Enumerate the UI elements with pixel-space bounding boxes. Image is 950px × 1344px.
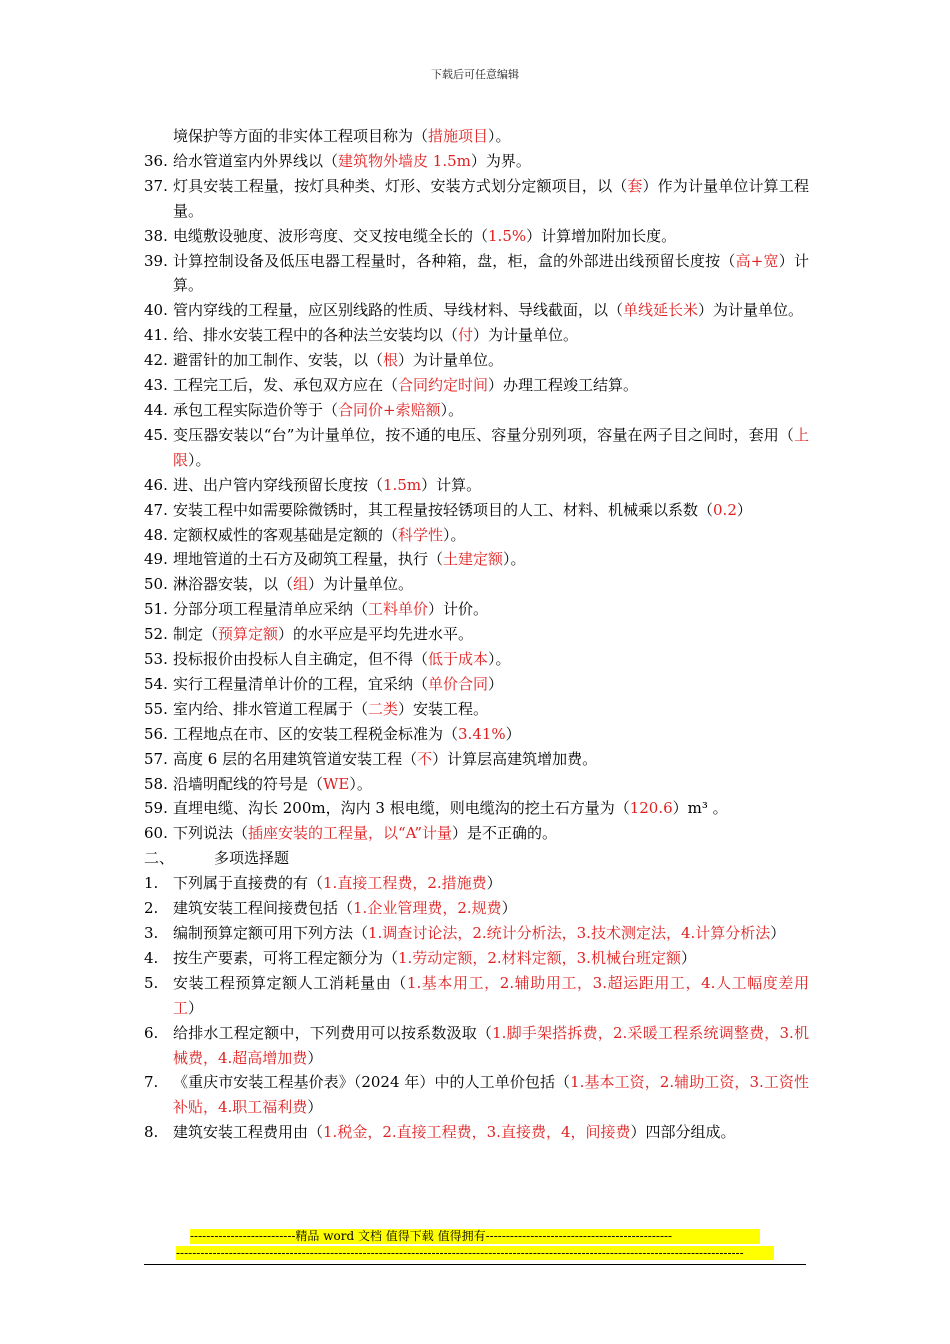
question-text: 建筑安装工程间接费包括（ [173,899,354,918]
section-heading [144,846,809,871]
item-text [173,896,809,921]
question-text: ）计算增加附加长度。 [526,226,677,245]
answer-text: 0.2 [713,500,737,519]
item-number: 3. [144,924,159,942]
item-text [173,1021,809,1071]
question-text: ）。 [440,400,464,419]
question-text: 灯具安装工程量，按灯具种类、灯形、安装方式划分定额项目，以（ [173,176,628,195]
question-text: ）为计量单位。 [698,301,804,320]
list-item [144,971,809,1021]
item-number: 50. [144,575,168,594]
item-number: 38. [144,226,168,245]
question-text: ）安装工程。 [398,699,489,718]
item-text [173,871,809,896]
item-text [173,647,809,672]
answer-text: WE [323,774,350,793]
item-number: 45. [144,425,168,444]
item-number: 53. [144,650,168,669]
question-text: 定额权威性的客观基础是定额的（ [173,525,399,544]
item-number: 44. [144,400,168,419]
answer-text: 1.企业管理费，2.规费 [353,899,502,918]
question-text: ）计算。 [173,251,809,295]
question-text: ）为计量单位。 [398,351,504,370]
question-text: ）。 [349,774,372,793]
question-text: 承包工程实际造价等于（ [173,400,339,419]
item-number: 2. [144,899,159,918]
item-number: 47. [144,500,168,519]
item-number: 58. [144,774,168,793]
list-item [144,697,809,722]
question-text: 给排水工程定额中，下列费用可以按系数汲取（ [173,1023,493,1042]
answer-text: 合同价+索赔额 [338,400,441,419]
answer-text: 建筑物外墙皮 1.5m [338,151,471,170]
list-item [144,174,809,224]
list-item [144,796,809,821]
item-text [173,747,809,772]
item-number: 4. [144,948,159,967]
item-text [173,249,809,299]
question-text: ） [501,899,517,918]
question-text: 境保护等方面的非实体工程项目称为（ [173,127,429,145]
question-text: 电缆敷设驰度、波形弯度、交叉按电缆全长的（ [173,226,489,245]
answer-text: 1.基本用工，2.辅助用工，3.超运距用工，4.人工幅度差用工 [173,973,809,1017]
question-text: 分部分项工程量清单应采纳（ [173,600,369,619]
question-text: 直埋电缆、沟长 200m，沟内 3 根电缆，则电缆沟的挖土石方量为（ [173,799,630,818]
answer-text: 1.劳动定额，2.材料定额，3.机械台班定额 [398,948,681,967]
question-text: ）m³ 。 [672,799,728,818]
list-item [144,597,809,622]
list-item [144,398,809,423]
item-text [173,547,809,572]
question-text: ）四部分组成。 [630,1123,736,1142]
question-text: ） [736,500,752,519]
answer-text: 低于成本 [428,650,489,669]
question-text: 按生产要素，可将工程定额分为（ [173,948,399,967]
question-text: 工程完工后，发、承包双方应在（ [173,376,399,395]
list-item [144,772,809,797]
question-text: 室内给、排水管道工程属于（ [173,699,369,718]
question-text: ）作为计量单位计算工程量。 [173,176,809,220]
item-text [173,1070,809,1120]
answer-text: 1.直接工程费，2.措施费 [323,874,487,893]
question-text: ）。 [488,127,511,145]
list-item [144,647,809,672]
question-text: ）。 [443,525,466,544]
question-text: 高度 6 层的名用建筑管道安装工程（ [173,749,418,768]
answer-text: 科学性 [398,525,444,544]
item-number: 57. [144,749,168,768]
answer-text: 预算定额 [218,625,279,644]
item-text [173,597,809,622]
item-number: 54. [144,674,168,693]
question-text: 沿墙明配线的符号是（ [173,774,324,793]
list-item [144,547,809,572]
question-text: 进、出户管内穿线预留长度按（ [173,475,384,494]
question-text: 计算控制设备及低压电器工程量时，各种箱，盘，柜，盒的外部进出线预留长度按（ [173,251,736,270]
list-item [144,572,809,597]
question-text: 给、排水安装工程中的各种法兰安装均以（ [173,326,459,345]
item-text [173,921,809,946]
list-item [144,946,809,971]
item-number: 1. [144,874,159,893]
item-number: 51. [144,600,168,619]
answer-text: 二类 [368,699,399,718]
question-text: ）。 [503,550,526,569]
list-item [144,298,809,323]
list-item [144,722,809,747]
question-text: 制定（ [173,625,219,644]
item-number: 36. [144,151,168,170]
item-number: 49. [144,550,168,569]
answer-text: 3.41% [458,724,506,743]
answer-text: 高+宽 [735,251,779,270]
answer-text: 单价合同 [428,674,489,693]
item-number: 8. [144,1123,159,1142]
list-item [144,921,809,946]
question-text: ） [505,724,521,743]
list-item [144,1070,809,1120]
answer-text: 不 [417,749,433,768]
question-text: ） [488,674,504,693]
item-text [173,722,809,747]
item-text [173,473,809,498]
question-text: 工程地点在市、区的安装工程税金标准为（ [173,724,459,743]
question-text: ） [680,948,696,967]
question-text: 安装工程中如需要除微锈时，其工程量按轻锈项目的人工、材料、机械乘以系数（ [173,500,714,519]
item-number: 43. [144,376,168,395]
item-text [173,423,809,473]
list-item [144,871,809,896]
list-item [144,622,809,647]
list-item [144,747,809,772]
item-text [173,498,809,523]
question-text: 避雷针的加工制作、安装，以（ [173,351,384,370]
answer-text: 工料单价 [368,600,429,619]
item-text [173,149,809,174]
answer-text: 1.5m [383,475,422,494]
question-text: 编制预算定额可用下列方法（ [173,924,369,942]
list-item [144,124,809,149]
multiple-choice-list [144,871,809,1145]
list-item [144,423,809,473]
answer-text: 套 [627,176,643,195]
question-text: 淋浴器安装，以（ [173,575,294,594]
answer-text: 措施项目 [428,127,489,145]
item-text [173,772,809,797]
question-text: ） [486,874,502,893]
item-text [173,523,809,548]
item-number: 39. [144,251,168,270]
item-text [173,946,809,971]
question-text: 投标报价由投标人自主确定，但不得（ [173,650,429,669]
question-text: ） [770,924,786,942]
question-text: 安装工程预算定额人工消耗量由（ [173,973,407,992]
list-item [144,224,809,249]
list-item [144,821,809,846]
item-text [173,298,809,323]
item-number: 59. [144,799,168,818]
question-text: ）计算层高建筑增加费。 [432,749,598,768]
question-text: 变压器安装以“台”为计量单位，按不通的电压、容量分别列项，容量在两子目之间时，套用（ [173,425,794,444]
question-text: 实行工程量清单计价的工程，宜采纳（ [173,674,429,693]
list-item [144,1021,809,1071]
item-number [144,124,173,149]
answer-text: 上限 [173,425,809,469]
list-item [144,473,809,498]
list-item [144,373,809,398]
item-number: 60. [144,824,168,843]
question-text: 下列属于直接费的有（ [173,874,324,893]
section-number: 二、 [144,849,175,868]
answer-text: 1.税金，2.直接工程费，3.直接费，4，间接费 [323,1123,631,1142]
footer-banner: --------------------------精品 word 文档 值得下载 值得拥有---------------------------------------------- [190,1229,760,1244]
item-text [173,348,809,373]
fill-in-list [144,124,809,846]
question-text: ）为计量单位。 [308,575,414,594]
item-text [173,174,809,224]
answer-text: 插座安装的工程量，以“A”计量 [248,824,452,843]
list-item [144,896,809,921]
item-text [173,373,809,398]
question-text: ）。 [488,650,511,669]
item-number: 56. [144,724,168,743]
item-text [173,224,809,249]
list-item [144,498,809,523]
item-number: 40. [144,301,168,320]
item-number: 6. [144,1023,159,1042]
question-text: ） [307,1098,323,1117]
item-number: 55. [144,699,168,718]
footer-rule [144,1264,806,1265]
answer-text: 土建定额 [443,550,504,569]
item-text [173,971,809,1021]
question-text: ） [188,998,204,1017]
question-text: ）办理工程竣工结算。 [488,376,639,395]
item-number: 5. [144,973,159,992]
answer-text: 根 [383,351,399,370]
item-text [173,323,809,348]
item-text [173,398,809,423]
answer-text: 120.6 [629,799,673,818]
item-number: 48. [144,525,168,544]
item-number: 7. [144,1073,159,1092]
question-text: 下列说法（ [173,824,249,843]
section-title: 多项选择题 [214,849,290,868]
question-text: ）计算。 [421,475,482,494]
answer-text: 1.基本工资，2.辅助工资，3.工资性补贴，4.职工福利费 [173,1073,809,1117]
list-item [144,323,809,348]
item-text [173,796,809,821]
question-text: 埋地管道的土石方及砌筑工程量，执行（ [173,550,444,569]
item-number: 41. [144,326,168,345]
item-text [173,672,809,697]
item-text [173,821,809,846]
page-header: 下载后可任意编辑 [431,68,519,81]
list-item [144,249,809,299]
item-number: 46. [144,475,168,494]
item-text [173,1120,809,1145]
list-item [144,149,809,174]
question-text: ）计价。 [428,600,489,619]
item-number: 52. [144,625,168,644]
list-item [144,523,809,548]
list-item [144,348,809,373]
question-text: ）为界。 [470,151,531,170]
document-body [144,124,809,1145]
answer-text: 合同约定时间 [398,376,489,395]
list-item [144,672,809,697]
footer-dash-line: -------------------------------------------------------------------------------------------------------------------------------------------- [176,1246,774,1260]
answer-text: 组 [293,575,309,594]
answer-text: 单线延长米 [623,301,699,320]
item-text [173,124,809,149]
item-text [173,572,809,597]
answer-text: 1.脚手架搭拆费，2.采暖工程系统调整费，3.机械费，4.超高增加费 [173,1023,809,1067]
answer-text: 1.5% [488,226,527,245]
question-text: 给水管道室内外界线以（ [173,151,339,170]
question-text: ）。 [188,450,211,469]
question-text: ） [307,1048,323,1067]
question-text: ）为计量单位。 [473,326,579,345]
question-text: 建筑安装工程费用由（ [173,1123,324,1142]
list-item [144,1120,809,1145]
item-text [173,697,809,722]
item-number: 42. [144,351,168,370]
answer-text: 1.调查讨论法，2.统计分析法，3.技术测定法，4.计算分析法 [368,924,771,942]
question-text: ）是不正确的。 [451,824,557,843]
question-text: 《重庆市安装工程基价表》（2024 年）中的人工单价包括（ [173,1073,571,1092]
answer-text: 付 [458,326,474,345]
item-number: 37. [144,176,168,195]
item-text [173,622,809,647]
question-text: 管内穿线的工程量，应区别线路的性质、导线材料、导线截面，以（ [173,301,624,320]
question-text: ）的水平应是平均先进水平。 [278,625,474,644]
